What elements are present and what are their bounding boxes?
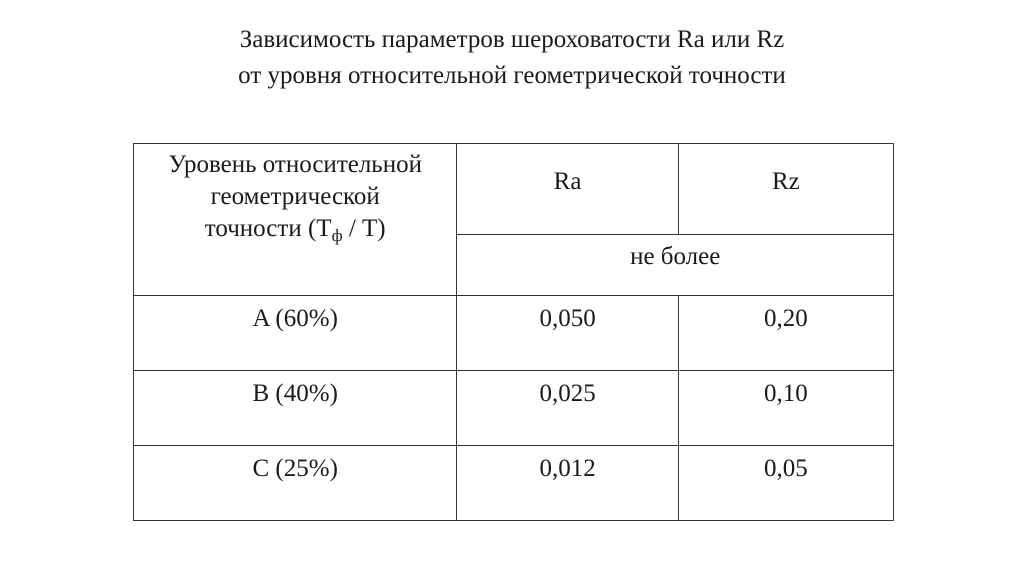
title-line-2: от уровня относительной геометрической точности bbox=[238, 62, 786, 89]
roughness-table bbox=[133, 143, 894, 521]
ra-cell: 0,025 bbox=[457, 371, 678, 446]
ra-cell: 0,050 bbox=[457, 296, 678, 371]
header-not-more-cell: не более bbox=[457, 235, 894, 296]
header-level-cell bbox=[134, 144, 457, 296]
table-row bbox=[134, 371, 894, 446]
table-header-row bbox=[134, 144, 894, 235]
header-level-line-2: геометрической bbox=[210, 183, 380, 210]
level-cell: B (40%) bbox=[134, 371, 457, 446]
ra-cell: 0,012 bbox=[457, 446, 678, 521]
title-line-1: Зависимость параметров шероховатости Ra или Rz bbox=[239, 26, 785, 53]
header-ra-cell: Ra bbox=[457, 144, 678, 235]
rz-cell: 0,20 bbox=[678, 296, 893, 371]
page-title bbox=[0, 22, 1024, 94]
header-level-line-3-prefix: точности (T bbox=[204, 215, 332, 242]
rz-cell: 0,05 bbox=[678, 446, 893, 521]
level-cell: C (25%) bbox=[134, 446, 457, 521]
header-level-line-3-suffix: / T) bbox=[342, 215, 386, 242]
header-level-line-3 bbox=[134, 213, 456, 245]
header-rz-cell: Rz bbox=[678, 144, 893, 235]
level-cell: A (60%) bbox=[134, 296, 457, 371]
table-row bbox=[134, 446, 894, 521]
header-level-line-1: Уровень относительной bbox=[168, 151, 422, 178]
rz-cell: 0,10 bbox=[678, 371, 893, 446]
table-row bbox=[134, 296, 894, 371]
header-level-subscript: ф bbox=[331, 226, 343, 245]
